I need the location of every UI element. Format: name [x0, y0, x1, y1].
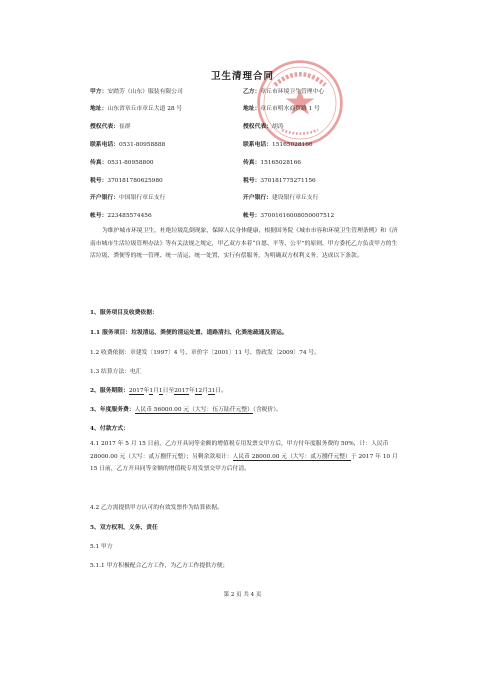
party-b-name: 乙方：章丘市环境卫生管理中心: [243, 89, 325, 95]
item-1-3: 1.3 结算方法：电汇: [90, 369, 142, 375]
item-4-2: 4.2 乙方需提供甲方认可的有效发票作为结算依据。: [90, 505, 223, 511]
section-5-heading: 5、双方权利、义务、责任: [90, 525, 158, 531]
contract-title: 卫生清理合同: [210, 71, 274, 82]
party-b-phone: 联系电话：15165028166: [243, 142, 313, 148]
item-5-1-1: 5.1.1 甲方积极配合乙方工作，为乙方工作提供方便；: [90, 563, 229, 569]
section-3-fee: 3、年度服务费：人民币 56000.00 元（大写：伍万陆仟元整）（含税价）。: [90, 407, 282, 413]
item-4-1: 4.1 2017 年 5 月 15 日前，乙方开具同等金额的增值税专用发票交甲方后，甲方付年度服务费的 50%，计：人民币 28000.00 元（大写：贰万捌仟元整）；另剩余款项计：人民币 28000.00 元（大写：贰万捌仟元整）于 2017 年 10 月 15 日前，乙方开具同等金额的增值税专用发票交甲方后付清。: [90, 441, 398, 473]
section-4-heading: 4、付款方式：: [90, 426, 129, 432]
section-1-heading: 1、服务项目及收费依据：: [90, 310, 158, 316]
party-a-tax: 税号：370181780625980: [90, 178, 163, 184]
party-a-account: 帐号：223485574456: [90, 213, 152, 219]
party-a-address: 地址：山东省章丘市章丘大道 28 号: [90, 106, 183, 112]
party-b-tax: 税号：370181775271156: [243, 178, 316, 184]
party-a-name: 甲方：安踏芳（山东）服装有限公司: [90, 89, 183, 95]
item-5-1: 5.1 甲方: [90, 544, 113, 550]
intro-paragraph: 为维护城市环境卫生，杜绝垃圾乱倒现象，保障人民身体健康，根据国务院《城市市容和环境卫生管理条例》和《济南市城市生活垃圾管理办法》等有关法规之规定，甲乙双方本着“自愿、平等、公平”的原则，甲方委托乙方负责甲方的生活垃圾、粪便等的统一管理、统一清运、统一处置，实行有偿服务，为明确双方权利义务，达成以下条款。: [90, 228, 398, 260]
party-b-address: 地址：章丘市明水商贸路 1 号: [243, 106, 320, 112]
item-1-1: 1.1 服务项目：垃圾清运、粪便的清运处置、道路清扫、化粪池疏通及清运。: [90, 330, 288, 336]
party-b-rep: 授权代表：胡涛: [243, 124, 284, 130]
party-a-bank: 开户银行：中国银行章丘支行: [90, 195, 166, 201]
section-2-term: 2、服务期限：2017年1月1日至2017年12月31日。: [90, 388, 228, 394]
page-footer: 第 2 页 共 4 页: [223, 592, 262, 598]
party-a-rep: 授权代表：崔群: [90, 124, 131, 130]
party-b-fax: 传真：15165028166: [243, 160, 301, 166]
party-a-fax: 传真：0531-80958800: [90, 160, 154, 166]
party-b-account: 帐号：37001616008050007512: [243, 213, 335, 219]
party-b-bank: 开户银行：建设银行章丘支行: [243, 195, 319, 201]
party-a-phone: 联系电话：0531-80958888: [90, 142, 166, 148]
item-1-2: 1.2 收费依据：章建发〔1997〕4 号、章价字〔2001〕11 号、鲁政发〔2009〕74 号。: [90, 350, 321, 356]
